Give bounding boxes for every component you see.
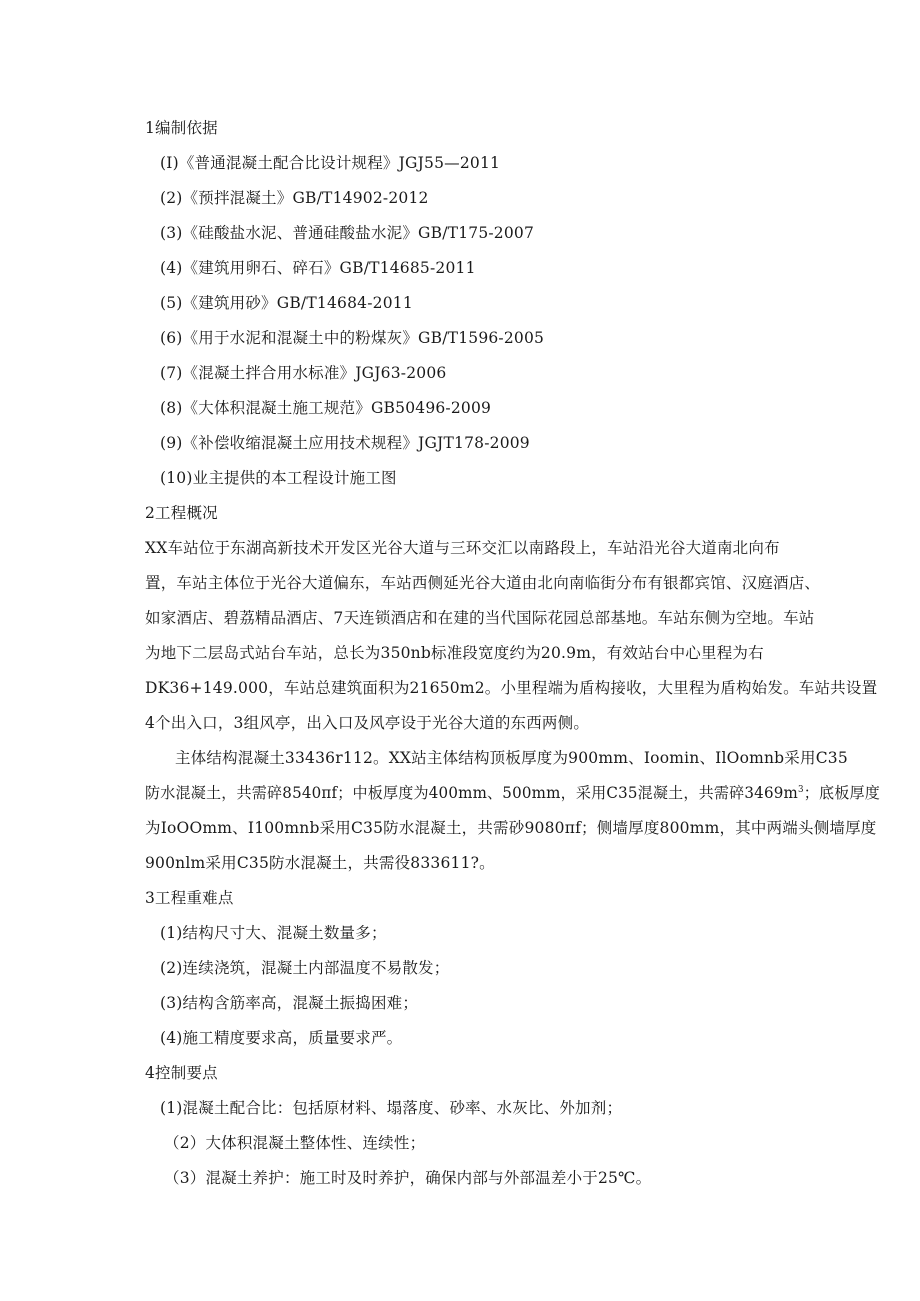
structure-paragraph-line: 主体结构混凝土33436r112。XX站主体结构顶板厚度为900mm、Ioomin、IlOomnb采用C35	[175, 749, 848, 767]
section-2-title: 2工程概况	[145, 504, 218, 522]
reference-item: (8)《大体积混凝土施工规范》GB50496-2009	[160, 399, 492, 417]
overview-paragraph-line: XX车站位于东湖高新技术开发区光谷大道与三环交汇以南路段上，车站沿光谷大道南北向布	[145, 539, 780, 557]
reference-item: (5)《建筑用砂》GB/T14684-2011	[160, 294, 413, 312]
section-4-title: 4控制要点	[145, 1064, 218, 1082]
difficulty-item: (4)施工精度要求高，质量要求严。	[160, 1029, 403, 1047]
structure-paragraph-line: 防水混凝土，共需碎8540πf；中板厚度为400mm、500mm，采用C35混凝土，共需碎$3469m^3$；底板厚度	[145, 784, 881, 802]
difficulty-item: (2)连续浇筑，混凝土内部温度不易散发；	[160, 959, 450, 977]
overview-paragraph-line: 如家酒店、碧荔精品酒店、7天连锁酒店和在建的当代国际花园总部基地。车站东侧为空地。车站	[145, 609, 815, 627]
difficulty-item: (1)结构尺寸大、混凝土数量多；	[160, 924, 387, 942]
reference-item: (9)《补偿收缩混凝土应用技术规程》JGJT178-2009	[160, 434, 530, 452]
overview-paragraph-line: 为地下二层岛式站台车站，总长为350nb标准段宽度约为20.9m，有效站台中心里程为右	[145, 644, 764, 662]
control-item: （3）混凝土养护：施工时及时养护，确保内部与外部温差小于25℃。	[164, 1169, 652, 1187]
reference-item: (6)《用于水泥和混凝土中的粉煤灰》GB/T1596-2005	[160, 329, 545, 347]
section-3-title: 3工程重难点	[145, 889, 234, 907]
reference-item: (10)业主提供的本工程设计施工图	[160, 469, 397, 487]
control-item: （2）大体积混凝土整体性、连续性；	[164, 1134, 426, 1152]
reference-item: (7)《混凝土拌合用水标准》JGJ63-2006	[160, 364, 447, 382]
control-item: (1)混凝土配合比：包括原材料、塌落度、砂率、水灰比、外加剂；	[160, 1099, 623, 1117]
section-1-title: 1编制依据	[145, 119, 218, 137]
reference-item: (4)《建筑用卵石、碎石》GB/T14685-2011	[160, 259, 476, 277]
reference-item: (I)《普通混凝土配合比设计规程》JGJ55—2011	[160, 154, 501, 172]
structure-paragraph-line: 900nlm采用C35防水混凝土，共需役833611?。	[145, 854, 495, 872]
difficulty-item: (3)结构含筋率高，混凝土振捣困难；	[160, 994, 419, 1012]
structure-paragraph-line: 为IoOOmm、I100mnb采用C35防水混凝土，共需砂9080πf；侧墙厚度800mm，其中两端头侧墙厚度	[145, 819, 877, 837]
overview-paragraph-line: 置，车站主体位于光谷大道偏东，车站西侧延光谷大道由北向南临街分布有银都宾馆、汉庭酒店、	[145, 574, 821, 592]
overview-paragraph-line: 4个出入口，3组风亭，出入口及风亭设于光谷大道的东西两侧。	[145, 714, 590, 732]
reference-item: (3)《硅酸盐水泥、普通硅酸盐水泥》GB/T175-2007	[160, 224, 535, 242]
reference-item: (2)《预拌混凝土》GB/T14902-2012	[160, 189, 429, 207]
overview-paragraph-line: DK36+149.000，车站总建筑面积为21650m2。小里程端为盾构接收，大里程为盾构始发。车站共设置	[145, 679, 878, 697]
